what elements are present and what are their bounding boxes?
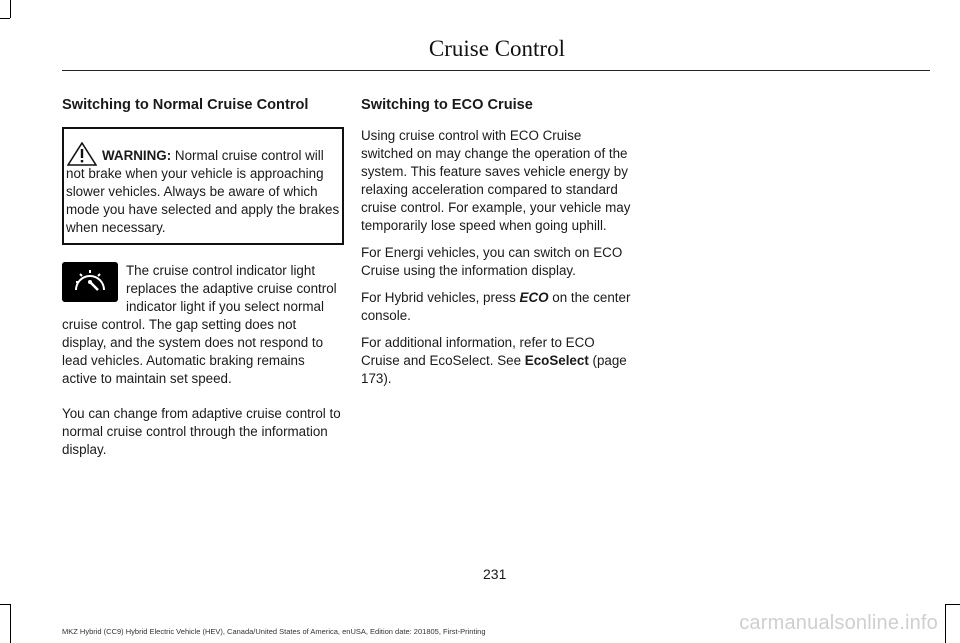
page-header-title: Cruise Control	[428, 36, 565, 61]
crop-mark-bottom-right-v	[945, 604, 946, 643]
watermark: carmanualsonline.info	[739, 612, 938, 634]
warning-text: Normal cruise control will not brake when your vehicle is approaching slower vehicles. Always be aware of which mode you have selected and apply the brakes when necessary.	[66, 148, 340, 235]
page-number: 231	[483, 566, 507, 582]
eco-paragraph-3	[361, 289, 633, 325]
warning-box	[62, 127, 344, 245]
crop-mark-bottom-left-h	[0, 604, 10, 605]
left-column	[62, 96, 342, 468]
eco-p4-after: (page 173).	[361, 353, 627, 386]
eco-p3-before: For Hybrid vehicles, press	[361, 290, 520, 305]
indicator-text: The cruise control indicator light replaces the adaptive cruise control indicator light if you select normal cruise control. The gap setting does not display, and the system does not respond to lead vehicles. Automatic braking remains active to maintain set speed.	[62, 263, 337, 386]
paragraph-adaptive-change: You can change from adaptive cruise control to normal cruise control through the information display.	[62, 406, 341, 457]
section-heading-normal-cruise: Switching to Normal Cruise Control	[62, 97, 309, 113]
cruise-control-indicator-icon	[62, 262, 118, 302]
crop-mark-bottom-right-h	[945, 604, 960, 605]
eco-p4-before: For additional information, refer to ECO Cruise and EcoSelect. See	[361, 335, 595, 368]
header-rule	[62, 70, 930, 71]
crop-mark-top-left-h	[0, 18, 10, 19]
eco-paragraph-1: Using cruise control with ECO Cruise switched on may change the operation of the system. This feature saves vehicle energy by relaxing acceleration compared to standard cruise control. For example, your vehicle may temporarily lose speed when going uphill.	[361, 128, 631, 233]
eco-paragraph-4	[361, 334, 633, 388]
crop-mark-bottom-left-v	[10, 604, 11, 643]
footer-edition-text: MKZ Hybrid (CC9) Hybrid Electric Vehicle (HEV), Canada/United States of America, enUSA, Edition date: 201805, First-Printing	[62, 627, 486, 636]
warning-label: WARNING:	[102, 148, 172, 163]
warning-triangle-icon	[67, 142, 97, 166]
section-heading-eco-cruise: Switching to ECO Cruise	[361, 97, 533, 113]
crop-mark-top-left-v	[10, 0, 11, 18]
right-column	[361, 96, 633, 397]
eco-button-label: ECO	[519, 290, 549, 305]
ecoselect-link[interactable]: EcoSelect	[524, 353, 589, 368]
eco-p3-after: on the center console.	[361, 290, 631, 323]
eco-paragraph-2: For Energi vehicles, you can switch on ECO Cruise using the information display.	[361, 245, 623, 278]
indicator-paragraph	[62, 262, 342, 388]
